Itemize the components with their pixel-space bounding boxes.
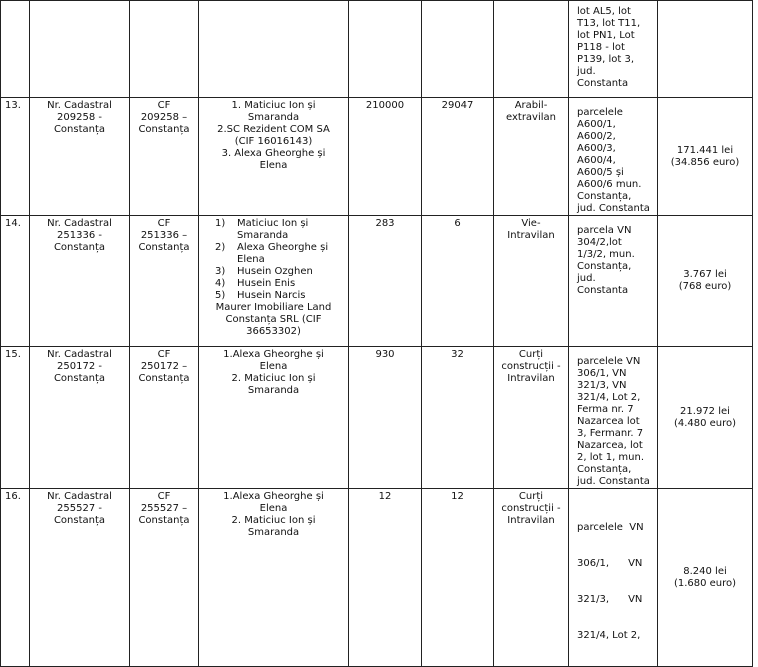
cell-value: 171.441 lei (34.856 euro) [658,98,753,216]
cell-cadastral: Nr. Cadastral 255527 - Constanța [30,489,130,667]
cell-value: 21.972 lei (4.480 euro) [658,347,753,489]
cell-value: 8.240 lei (1.680 euro) [658,489,753,667]
table-row [1,347,753,489]
cell-category: Vie- Intravilan [494,216,569,347]
cell-cadastral: Nr. Cadastral 209258 - Constanța [30,98,130,216]
cell-category [494,1,569,98]
cell-location: parcelele VN 306/1, VN 321/3, VN 321/4, Lot 2, Ferma nr. 7 Nazarcea lot 3, Fermanr. 7 Nazarcea, lot 2, lot 1, mun. Constanța, jud. Constanta [569,347,658,489]
cell-nr: 16. [1,489,30,667]
cell-cadastral [30,1,130,98]
cell-area-exp: 32 [422,347,494,489]
cell-category: Curți construcții - Intravilan [494,489,569,667]
cell-area-total: 930 [349,347,422,489]
cell-owners: 1) Maticiuc Ion și Smaranda 2) Alexa Gheorghe și Elena 3) Husein Ozghen 4) Husein Enis 5) Husein Narcis Maurer Imobiliare Land Constanța SRL (CIF 36653302) [199,216,349,347]
cell-area-exp: 6 [422,216,494,347]
cell-cf: CF 255527 – Constanța [130,489,199,667]
cell-area-exp: 29047 [422,98,494,216]
cell-cf: CF 250172 – Constanța [130,347,199,489]
cell-value [658,1,753,98]
table-row [1,98,753,216]
cell-area-exp: 12 [422,489,494,667]
cell-owners: 1. Maticiuc Ion și Smaranda 2.SC Rezident COM SA (CIF 16016143) 3. Alexa Gheorghe și Elena [199,98,349,216]
cell-location: parcela VN 304/2,lot 1/3/2, mun. Constanța, jud. Constanta [569,216,658,347]
cell-cadastral: Nr. Cadastral 250172 - Constanța [30,347,130,489]
cell-area-exp [422,1,494,98]
cell-area-total: 283 [349,216,422,347]
cell-cf [130,1,199,98]
cell-category: Curți construcții - Intravilan [494,347,569,489]
cell-location: parcelele VN 306/1, VN 321/3, VN 321/4, Lot 2, [569,489,658,667]
cell-nr: 15. [1,347,30,489]
cell-nr: 13. [1,98,30,216]
table-row-continuation [1,1,753,98]
cell-nr [1,1,30,98]
cell-nr: 14. [1,216,30,347]
cell-owners: 1.Alexa Gheorghe și Elena 2. Maticiuc Ion și Smaranda [199,347,349,489]
cell-owners [199,1,349,98]
cell-value: 3.767 lei (768 euro) [658,216,753,347]
cell-area-total: 210000 [349,98,422,216]
table-row [1,489,753,667]
table-row [1,216,753,347]
cell-cf: CF 251336 – Constanța [130,216,199,347]
cell-location: parcelele A600/1, A600/2, A600/3, A600/4, A600/5 și A600/6 mun. Constanța, jud. Constanta [569,98,658,216]
cell-cadastral: Nr. Cadastral 251336 - Constanța [30,216,130,347]
cell-cf: CF 209258 – Constanța [130,98,199,216]
cell-location: lot AL5, lot T13, lot T11, lot PN1, Lot P118 - lot P139, lot 3, jud. Constanta [569,1,658,98]
cell-area-total: 12 [349,489,422,667]
cell-owners: 1.Alexa Gheorghe și Elena 2. Maticiuc Ion și Smaranda [199,489,349,667]
cell-category: Arabil- extravilan [494,98,569,216]
cell-area-total [349,1,422,98]
